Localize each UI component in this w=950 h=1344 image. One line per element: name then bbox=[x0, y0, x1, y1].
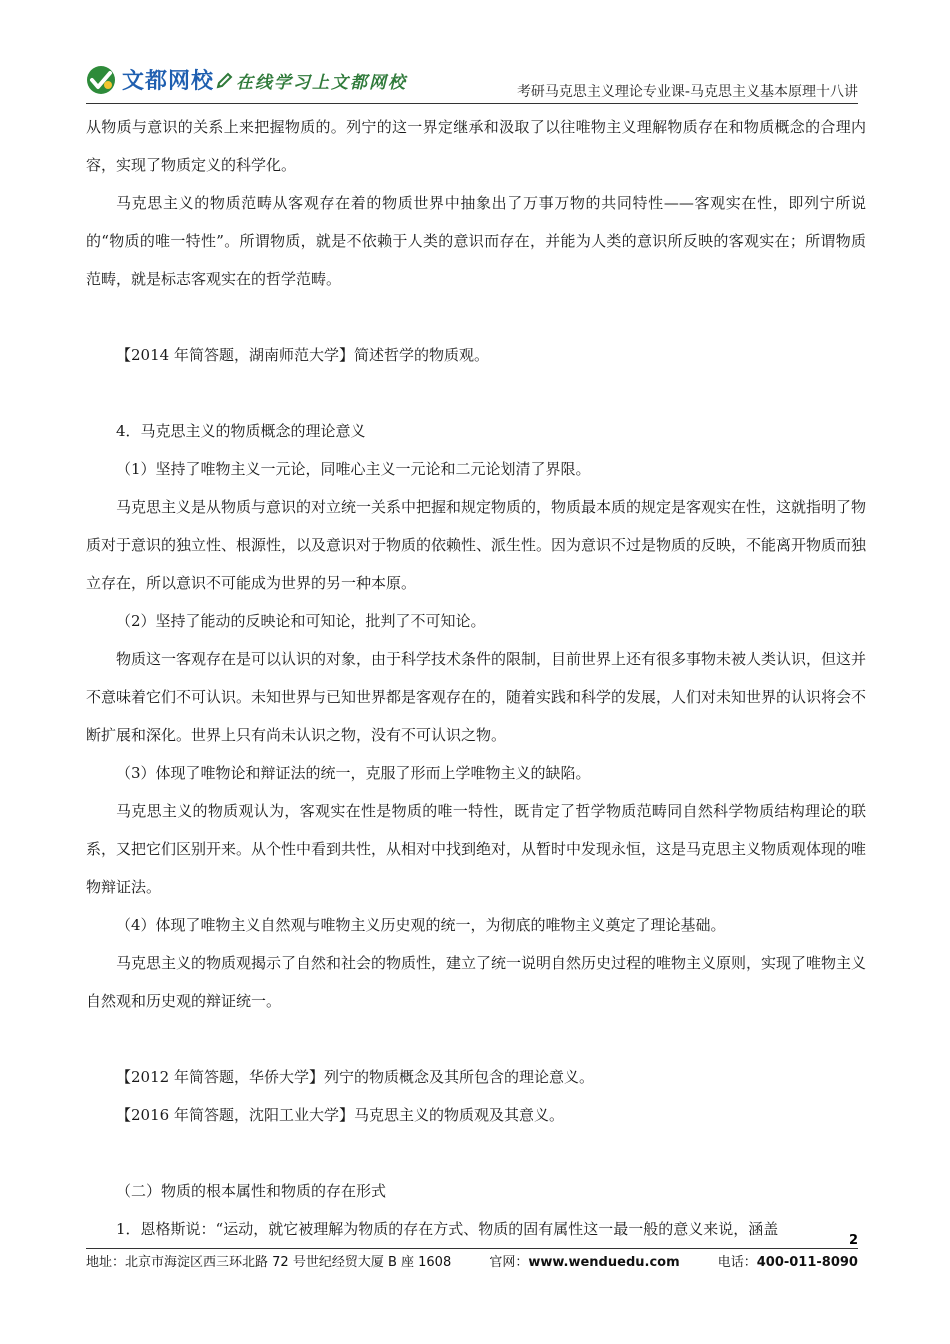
paragraph: 从物质与意识的关系上来把握物质的。列宁的这一界定继承和汲取了以往唯物主义理解物质存在和物质概念的合理内容，实现了物质定义的科学化。 bbox=[86, 118, 866, 174]
phone-label: 电话： bbox=[717, 1254, 757, 1270]
spacer bbox=[86, 374, 866, 412]
exam-reference: 【2014 年简答题，湖南师范大学】简述哲学的物质观。 bbox=[116, 346, 489, 364]
logo-text: 文都网校 bbox=[122, 69, 215, 94]
spacer bbox=[86, 1020, 866, 1058]
footer-website bbox=[489, 1251, 679, 1270]
paragraph: 马克思主义是从物质与意识的对立统一关系中把握和规定物质的，物质最本质的规定是客观实在性，这就指明了物质对于意识的独立性、根源性，以及意识对于物质的依赖性、派生性。因为意识不过是物质的反映，不能离开物质而独立存在，所以意识不可能成为世界的另一种本原。 bbox=[86, 498, 867, 592]
paragraph: 物质这一客观存在是可以认识的对象，由于科学技术条件的限制，目前世界上还有很多事物未被人类认识，但这并不意味着它们不可认识。未知世界与已知世界都是客观存在的，随着实践和科学的发展，人们对未知世界的认识将会不断扩展和深化。世界上只有尚未认识之物，没有不可认识之物。 bbox=[86, 650, 867, 744]
phone-value: 400-011-8090 bbox=[756, 1254, 858, 1270]
footer-address bbox=[86, 1251, 451, 1270]
paragraph: 马克思主义的物质观揭示了自然和社会的物质性，建立了统一说明自然历史过程的唯物主义原则，实现了唯物主义自然观和历史观的辩证统一。 bbox=[86, 954, 867, 1010]
page-number: 2 bbox=[848, 1233, 858, 1248]
exam-reference: 【2012 年简答题，华侨大学】列宁的物质概念及其所包含的理论意义。 bbox=[116, 1068, 594, 1086]
exam-reference: 【2016 年简答题，沈阳工业大学】马克思主义的物质观及其意义。 bbox=[116, 1106, 564, 1124]
paragraph: 马克思主义的物质范畴从客观存在着的物质世界中抽象出了万事万物的共同特性——客观实在性，即列宁所说的“物质的唯一特性”。所谓物质，就是不依赖于人类的意识而存在，并能为人类的意识所反映的客观实在；所谓物质范畴，就是标志客观实在的哲学范畴。 bbox=[86, 194, 866, 288]
slogan-text: 在线学习上文都网校 bbox=[236, 73, 407, 93]
footer-divider bbox=[86, 1248, 858, 1249]
logo bbox=[86, 64, 214, 95]
address-value: 北京市海淀区西三环北路 72 号世纪经贸大厦 B 座 1608 bbox=[125, 1254, 452, 1270]
document-body bbox=[86, 108, 866, 1248]
paragraph: 1．恩格斯说：“运动，就它被理解为物质的存在方式、物质的固有属性这一最一般的意义来说，涵盖 bbox=[116, 1220, 779, 1238]
subheading: （4）体现了唯物主义自然观与唯物主义历史观的统一，为彻底的唯物主义奠定了理论基础。 bbox=[116, 916, 726, 934]
slogan bbox=[214, 68, 407, 93]
page-header bbox=[0, 0, 950, 110]
pencil-icon bbox=[214, 71, 234, 91]
spacer bbox=[86, 298, 866, 336]
address-label: 地址： bbox=[86, 1254, 126, 1270]
subheading: （1）坚持了唯物主义一元论，同唯心主义一元论和二元论划清了界限。 bbox=[116, 460, 591, 478]
spacer bbox=[86, 1134, 866, 1172]
wendu-logo-icon bbox=[86, 65, 116, 95]
subheading: （2）坚持了能动的反映论和可知论，批判了不可知论。 bbox=[116, 612, 486, 630]
footer-phone bbox=[718, 1251, 858, 1270]
website-link[interactable]: www.wenduedu.com bbox=[528, 1254, 680, 1270]
section-heading: 4．马克思主义的物质概念的理论意义 bbox=[116, 422, 366, 440]
subheading: （3）体现了唯物论和辩证法的统一，克服了形而上学唯物主义的缺陷。 bbox=[116, 764, 591, 782]
paragraph: 马克思主义的物质观认为，客观实在性是物质的唯一特性，既肯定了哲学物质范畴同自然科学物质结构理论的联系，又把它们区别开来。从个性中看到共性，从相对中找到绝对，从暂时中发现永恒，这是马克思主义物质观体现的唯物辩证法。 bbox=[86, 802, 867, 896]
header-divider bbox=[86, 103, 858, 104]
section-heading: （二）物质的根本属性和物质的存在形式 bbox=[116, 1182, 387, 1200]
course-title: 考研马克思主义理论专业课-马克思主义基本原理十八讲 bbox=[516, 84, 858, 100]
page-footer bbox=[86, 1250, 858, 1270]
website-label: 官网： bbox=[489, 1254, 529, 1270]
